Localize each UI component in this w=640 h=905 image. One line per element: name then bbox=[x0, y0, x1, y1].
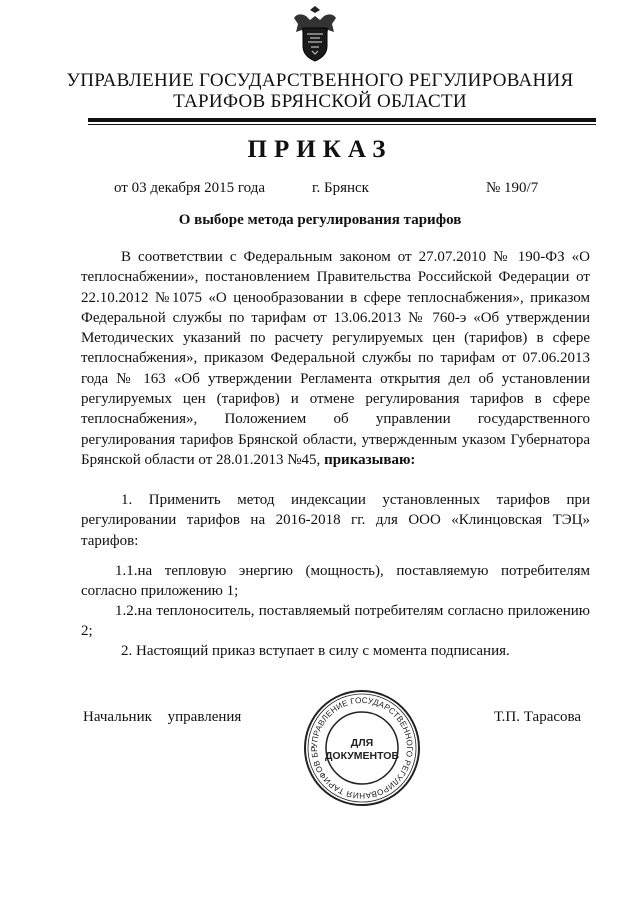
document-date: от 03 декабря 2015 года bbox=[114, 180, 266, 196]
header-divider-thin bbox=[88, 124, 596, 125]
coat-of-arms-icon bbox=[288, 4, 342, 64]
order-item-1-2: 1.2.на теплоноситель, поставляемый потребителям согласно приложению 2; bbox=[81, 603, 590, 640]
document-subject: О выборе метода регулирования тарифов bbox=[178, 212, 462, 228]
stamp-center-line-2: ДОКУМЕНТОВ bbox=[324, 750, 400, 762]
directive-text: приказываю: bbox=[324, 451, 416, 468]
order-item-2: 2. Настоящий приказ вступает в силу с момента подписания. bbox=[121, 643, 510, 659]
preamble-text: В соответствии с Федеральным законом от 27.07.2010 № 190-ФЗ «О теплоснабжении», постановлением Правительства Российской Федерации от 22.10.2012 №1075 «О ценообразовании в сфере теплоснабжения», приказом Федеральной службы по тарифам от 13.06.2013 № 760-э «Об утверждении Методических указаний по расчету регулируемых цен (тарифов) в сфере теплоснабжения», приказом Федеральной службы по тарифам от 07.06.2013 года № 163 «Об утверждении Регламента открытия дел об установлении регулируемых цен (тарифов) и отмене регулирования тарифов в сфере теплоснабжения», Положением об управлении государственного регулирования тарифов Брянской области, утвержденным указом Губернатора Брянской области от 28.01.2013 №45, bbox=[81, 249, 590, 468]
preamble-paragraph bbox=[81, 247, 590, 470]
signatory-position: Начальник управления bbox=[83, 709, 242, 725]
organization-name-line-2: ТАРИФОВ БРЯНСКОЙ ОБЛАСТИ bbox=[173, 91, 467, 112]
stamp-ring-text: УПРАВЛЕНИЕ ГОСУДАРСТВЕННОГО РЕГУЛИРОВАНИЯ ТАРИФОВ БР bbox=[309, 695, 415, 801]
header-divider-thick bbox=[88, 118, 596, 122]
order-item-1-1: 1.1.на тепловую энергию (мощность), поставляемую потребителям согласно приложению 1; bbox=[81, 563, 590, 600]
signatory-name: Т.П. Тарасова bbox=[494, 709, 582, 725]
document-number: № 190/7 bbox=[486, 180, 539, 196]
official-stamp bbox=[302, 688, 422, 808]
order-item-1: 1. Применить метод индексации установленных тарифов при регулировании тарифов на 2016-2018 гг. для ООО «Клинцовская ТЭЦ» тарифов: bbox=[81, 492, 590, 549]
stamp-center-line-1: ДЛЯ bbox=[350, 737, 374, 749]
document-title: ПРИКАЗ bbox=[247, 136, 393, 163]
organization-name-line-1: УПРАВЛЕНИЕ ГОСУДАРСТВЕННОГО РЕГУЛИРОВАНИЯ bbox=[66, 70, 574, 91]
document-city: г. Брянск bbox=[312, 180, 369, 196]
